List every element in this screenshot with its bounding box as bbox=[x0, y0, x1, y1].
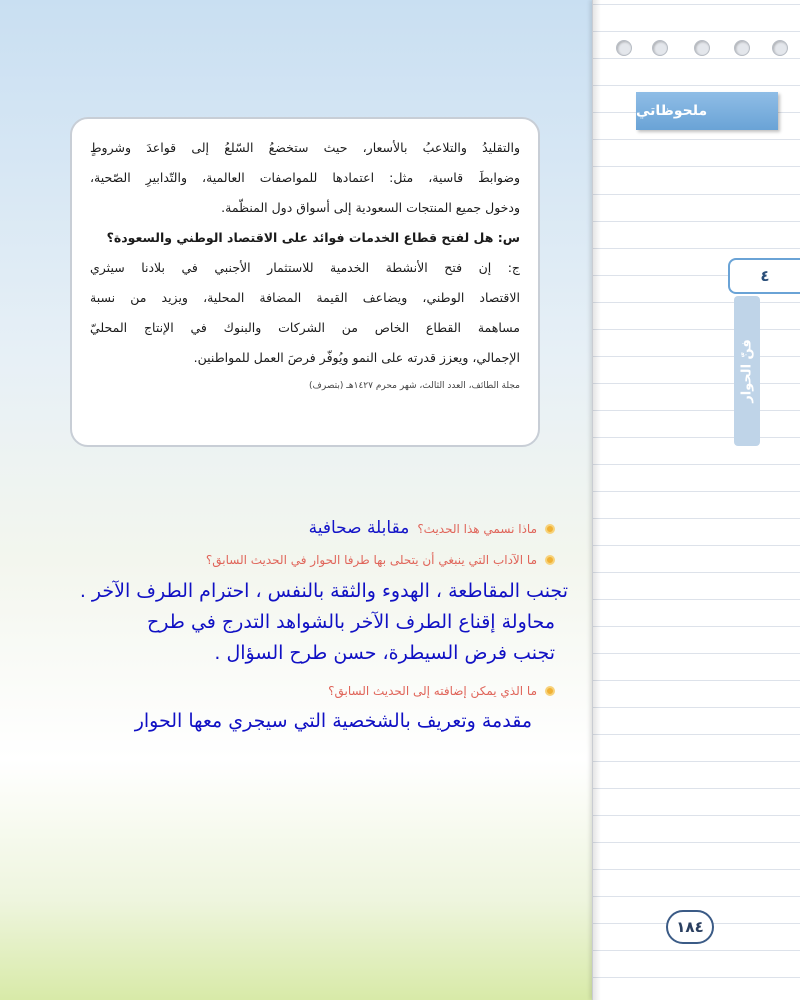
bullet-icon bbox=[545, 524, 555, 534]
answer-line: مقدمة وتعريف بالشخصية التي سيجري معها الحوار bbox=[134, 710, 532, 732]
bullet-icon bbox=[545, 686, 555, 696]
question-text: ما الآداب التي ينبغي أن يتحلى بها طرفا الحوار في الحديث السابق؟ bbox=[205, 553, 537, 567]
question-2 bbox=[206, 553, 555, 567]
reading-line: ودخول جميع المنتجات السعودية إلى أسواق دول المنظّمة. bbox=[221, 200, 520, 215]
page-number-text: ١٨٤ bbox=[676, 918, 704, 936]
chapter-name: فنّ الحوار bbox=[739, 339, 755, 403]
interview-question-line: س: هل لفتح قطاع الخدمات فوائد على الاقتصاد الوطني والسعودة؟ bbox=[106, 230, 520, 245]
reading-line: مساهمة القطاع الخاص من الشركات والبنوك في الإنتاج المحليّ bbox=[90, 320, 520, 335]
answer-line: تجنب فرض السيطرة، حسن طرح السؤال . bbox=[214, 642, 555, 664]
question-3 bbox=[328, 684, 555, 698]
answer-line: تجنب المقاطعة ، الهدوء والثقة بالنفس ، احترام الطرف الآخر . bbox=[79, 580, 568, 602]
spine-shadow bbox=[593, 0, 601, 1000]
chapter-number: ٤ bbox=[760, 267, 770, 285]
reading-passage-box bbox=[70, 117, 540, 447]
citation: مجلة الطائف، العدد الثالث، شهر محرم ١٤٢٧هـ (بتصرف) bbox=[309, 381, 520, 391]
question-1 bbox=[309, 518, 555, 538]
reading-line: ج: إن فتح الأنشطة الخدمية للاستثمار الأجنبي في بلادنا سيثري bbox=[90, 260, 520, 275]
answer-text: مقابلة صحافية bbox=[308, 518, 410, 538]
chapter-number-tab bbox=[728, 258, 800, 294]
reading-line: الاقتصاد الوطني، ويضاعف القيمة المضافة المحلية، ويزيد من نسبة bbox=[90, 290, 520, 305]
reading-line: وضوابطَ قاسية، مثل: اعتمادها للمواصفات العالمية، والتّدابيرِ الصّحية، bbox=[90, 170, 520, 185]
question-text: ما الذي يمكن إضافته إلى الحديث السابق؟ bbox=[328, 684, 537, 698]
ring-hole bbox=[616, 40, 632, 56]
notes-tab-label: ملحوظاتي bbox=[636, 103, 708, 119]
notes-panel bbox=[592, 0, 800, 1000]
reading-line: والتقليدُ والتلاعبُ بالأسعار، حيث ستخضعُ السّلعُ إلى قواعدَ وشروطٍ bbox=[90, 140, 520, 155]
page-number bbox=[666, 910, 714, 944]
ring-hole bbox=[734, 40, 750, 56]
reading-line: الإجمالي، ويعزز قدرته على النمو ويُوفّر فرصَ العمل للمواطنين. bbox=[193, 350, 520, 365]
ring-hole bbox=[694, 40, 710, 56]
notes-tab bbox=[636, 92, 778, 130]
question-text: ماذا نسمي هذا الحديث؟ bbox=[417, 522, 537, 536]
chapter-name-strip bbox=[734, 296, 760, 446]
ring-hole bbox=[772, 40, 788, 56]
ring-hole bbox=[652, 40, 668, 56]
bullet-icon bbox=[545, 555, 555, 565]
answer-line: محاولة إقناع الطرف الآخر بالشواهد التدرج في طرح bbox=[147, 611, 555, 633]
